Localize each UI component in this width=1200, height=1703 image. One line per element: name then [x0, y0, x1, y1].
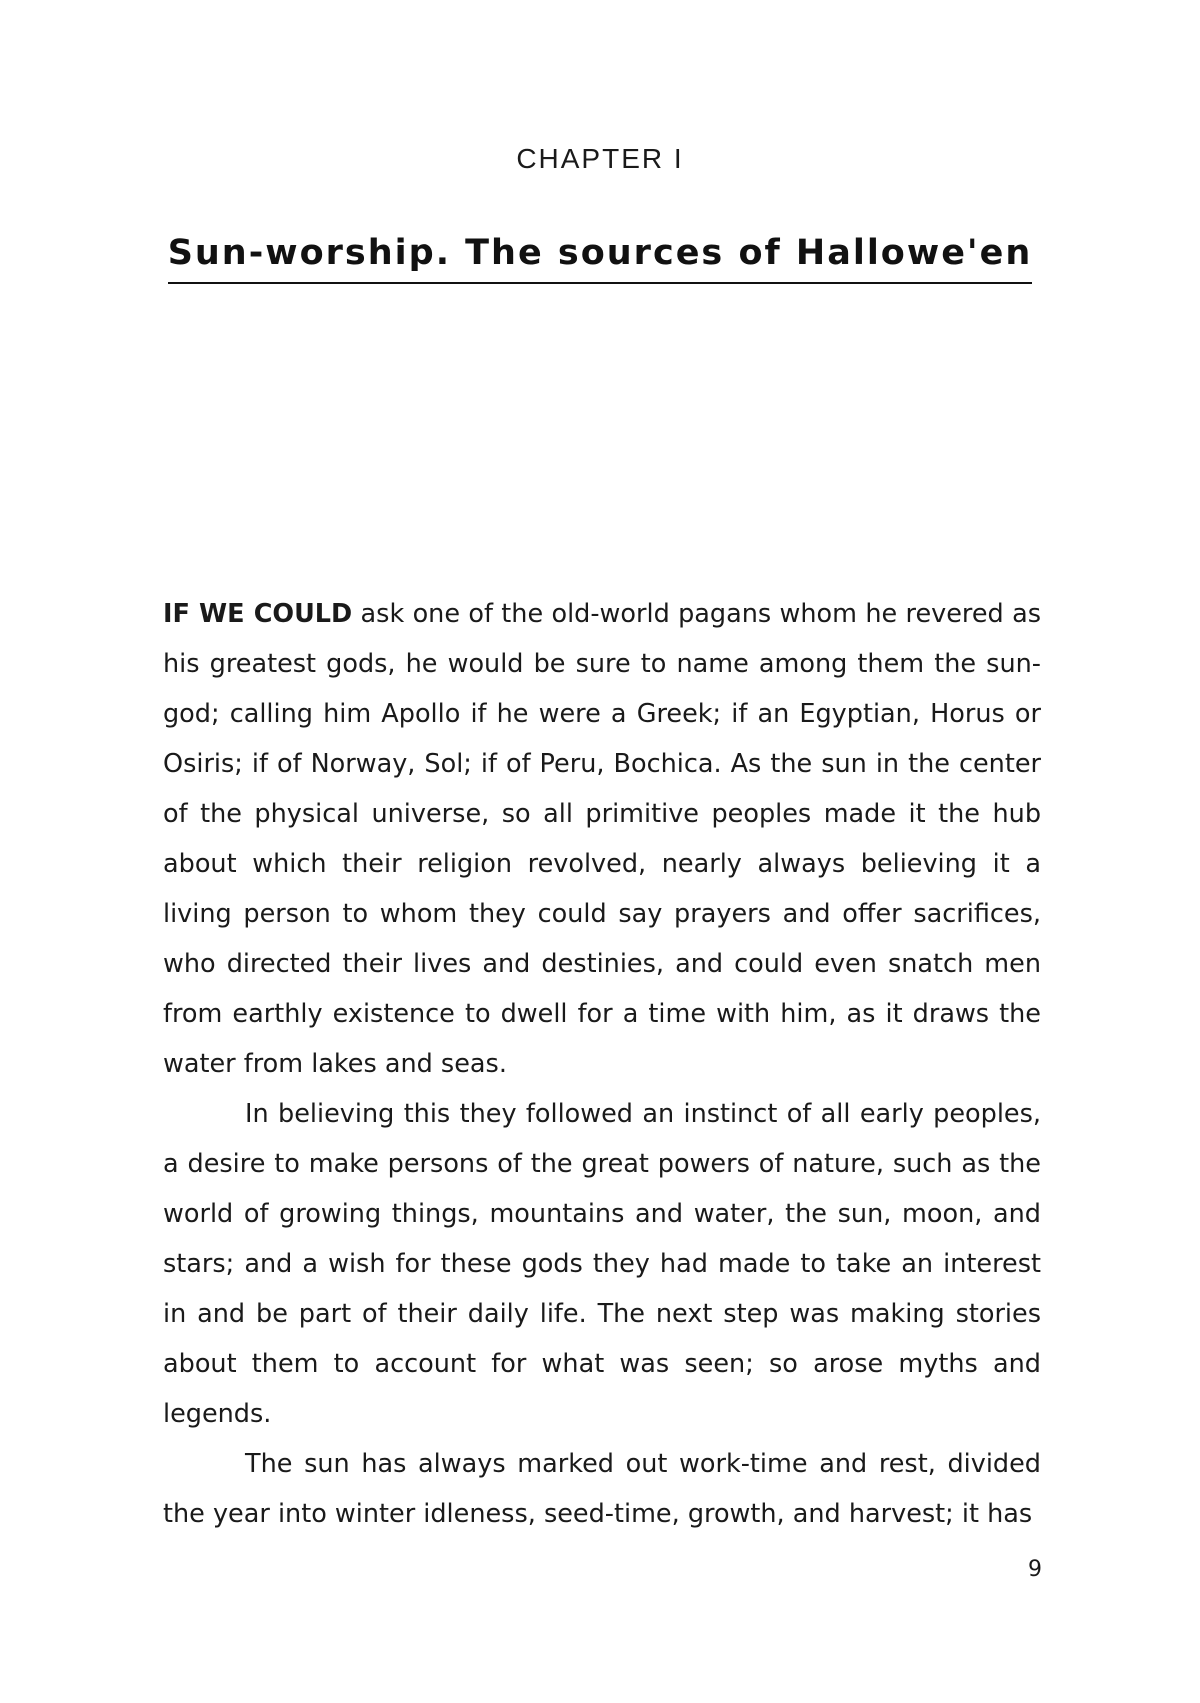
paragraph-1-text: ask one of the old-world pagans whom he revered as his greatest gods, he would be sure to name among them the sun-god; calling him Apollo if he were a Greek; if an Egyptian, Horus or Osiris; if of Norway, Sol; if of Peru, Bochica. As the sun in the center of the physical universe, so all primitive peoples made it the hub about which their religion revolved, nearly always believing it a living person to whom they could say prayers and offer sacrifices, who directed their lives and destinies, and could even snatch men from earthly existence to dwell for a time with him, as it draws the water from lakes and seas. [163, 599, 1041, 1079]
paragraph-3: The sun has always marked out work-time and rest, divided the year into winter idleness, seed-time, growth, and harvest; it has [163, 1449, 1041, 1529]
chapter-title-container [0, 232, 1200, 284]
page-number: 9 [1028, 1557, 1042, 1582]
chapter-title: Sun-worship. The sources of Hallowe'en [168, 232, 1033, 284]
body-text [163, 589, 1041, 1539]
lead-in-small-caps: IF WE COULD [163, 599, 353, 629]
chapter-label: CHAPTER I [516, 143, 684, 174]
paragraph-2: In believing this they followed an instinct of all early peoples, a desire to make persons of the great powers of nature, such as the world of growing things, mountains and water, the sun, moon, and stars; and a wish for these gods they had made to take an interest in and be part of their daily life. The next step was making stories about them to account for what was seen; so arose myths and legends. [163, 1099, 1041, 1429]
paragraph-1 [163, 589, 1041, 1089]
